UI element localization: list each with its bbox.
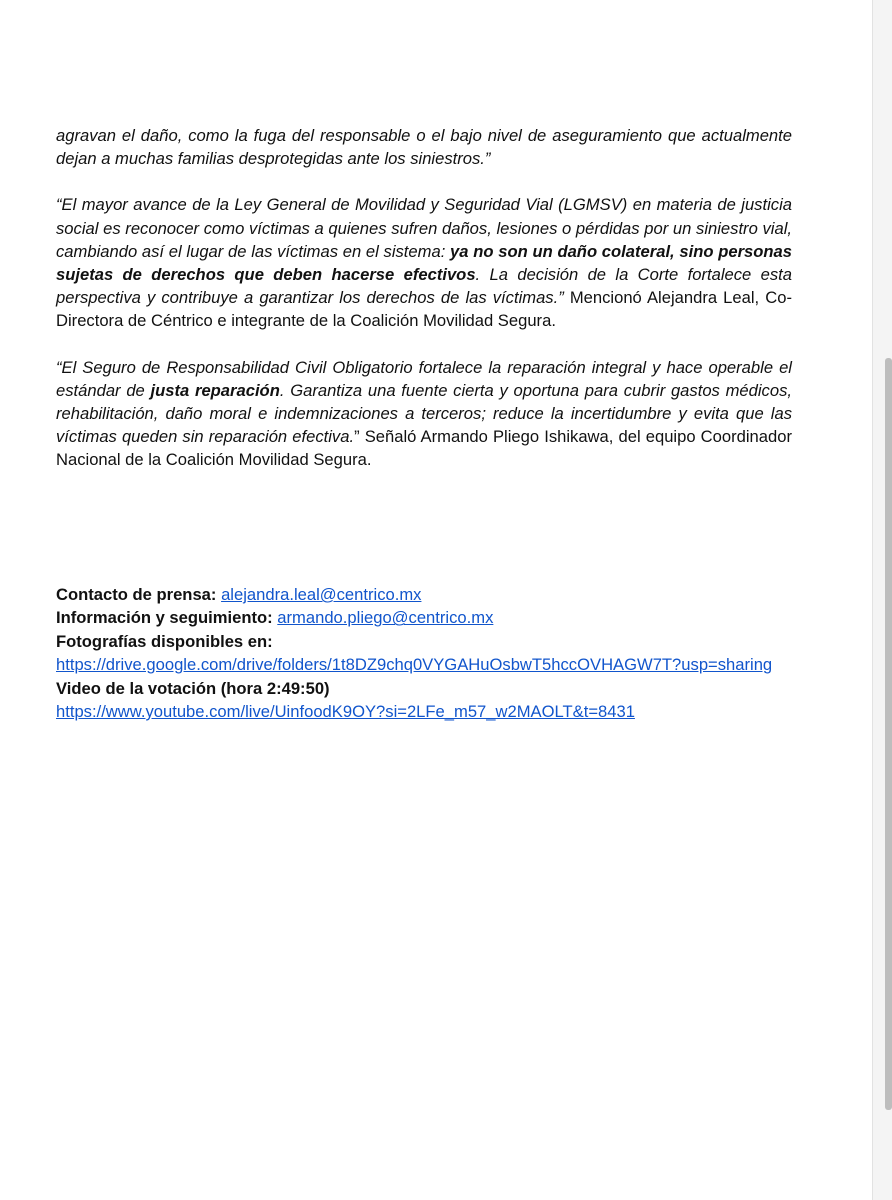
paragraph-2 <box>56 193 792 332</box>
quote-emphasis: justa reparación <box>150 380 280 400</box>
quote-text: “El Seguro de Responsabilidad Civil Obligatorio fortalece la reparación integral y hace operable el estándar de <box>56 357 792 400</box>
quote-text: . La decisión de la Corte fortalece esta perspectiva y contribuye a garantizar los derechos de las víctimas.” <box>56 265 792 308</box>
info-contact-label: Información y seguimiento: <box>56 608 273 628</box>
photos-label-line <box>56 630 816 653</box>
photos-label: Fotografías disponibles en: <box>56 631 273 651</box>
quote-text: . Garantiza una fuente cierta y oportuna para cubrir gastos médicos, rehabilitación, daño moral e indemnizaciones a terceros; reduce la incertidumbre y evita que las víctimas queden sin reparación efectiva. <box>56 380 792 447</box>
quote-text: “El mayor avance de la Ley General de Movilidad y Seguridad Vial (LGMSV) en materia de justicia social es reconocer como víctimas a quienes sufren daños, lesiones o pérdidas por un siniestro vial, cambiando así el lugar de las víctimas en el sistema: <box>56 195 792 261</box>
video-link-line <box>56 700 816 723</box>
attribution-text: ” Señaló Armando Pliego Ishikawa, del equipo Coordinador Nacional de la Coalición Movilidad Segura. <box>56 427 792 470</box>
video-label: Video de la votación (hora 2:49:50) <box>56 678 330 698</box>
quote-emphasis: ya no son un daño colateral, sino personas sujetas de derechos que deben hacerse efectivos <box>56 241 793 285</box>
document-body <box>56 124 792 472</box>
contact-section <box>56 583 816 723</box>
paragraph-1 <box>56 124 792 170</box>
press-contact-line <box>56 583 816 606</box>
video-link[interactable]: https://www.youtube.com/live/UinfoodK9OY?si=2LFe_m57_w2MAOLT&t=8431 <box>56 702 635 722</box>
scrollbar-thumb[interactable] <box>885 358 892 1110</box>
press-email-link[interactable]: alejandra.leal@centrico.mx <box>221 585 422 604</box>
video-label-line <box>56 677 816 700</box>
press-contact-label: Contacto de prensa: <box>56 585 217 604</box>
quote-text: agravan el daño, como la fuga del responsable o el bajo nivel de aseguramiento que actualmente dejan a muchas familias desprotegidas ante los siniestros.” <box>56 126 792 169</box>
photos-link[interactable]: https://drive.google.com/drive/folders/1t8DZ9chq0VYGAHuOsbwT5hccOVHAGW7T?usp=sharing <box>56 655 773 675</box>
paragraph-3 <box>56 356 792 472</box>
attribution-text: Mencionó Alejandra Leal, Co-Directora de Céntrico e integrante de la Coalición Movilidad Segura. <box>56 288 792 331</box>
info-email-link[interactable]: armando.pliego@centrico.mx <box>277 608 494 628</box>
info-contact-line <box>56 606 816 629</box>
